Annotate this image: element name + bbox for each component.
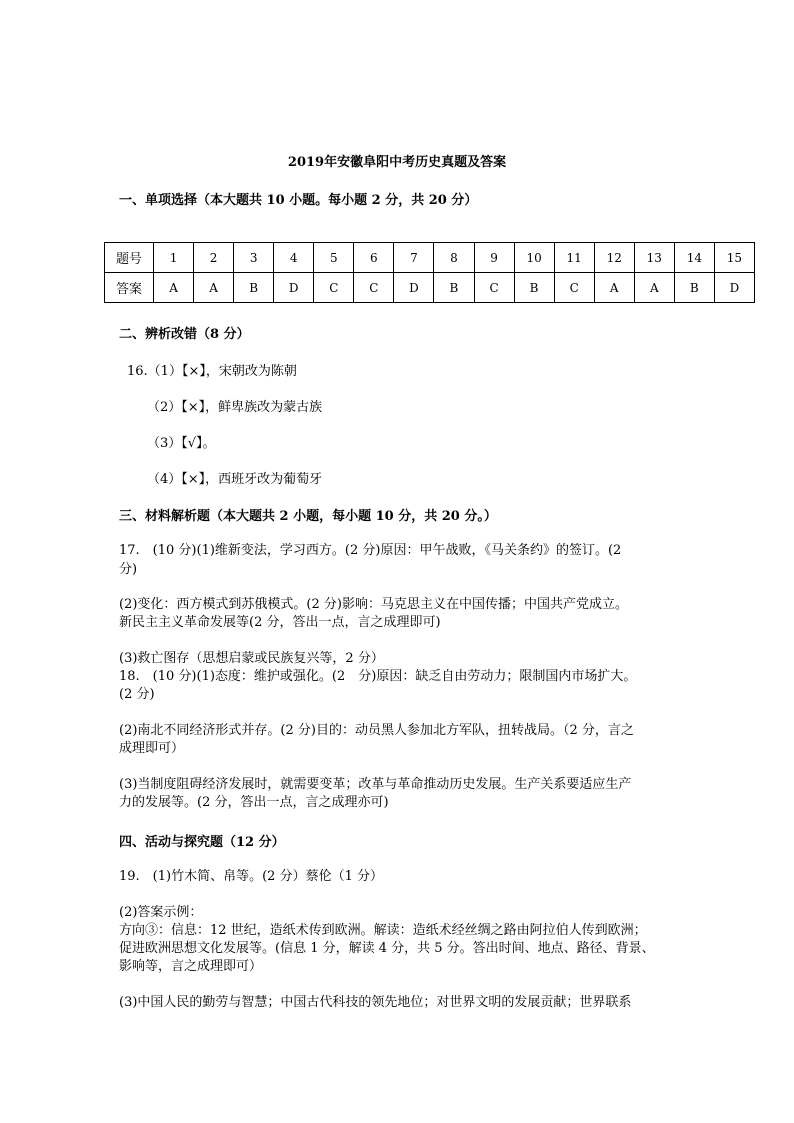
q19-part1: 19. (1)竹木简、帛等。(2 分）蔡伦（1 分） [119, 869, 383, 884]
page-title: 2019年安徽阜阳中考历史真题及答案 [287, 155, 507, 170]
answer-cell: D [394, 273, 434, 303]
question-number: 14 [674, 243, 714, 273]
answer-cell: A [154, 273, 194, 303]
q19-part3: (3)中国人民的勤劳与智慧；中国古代科技的领先地位；对世界文明的发展贡献；世界联系 [119, 995, 632, 1010]
answer-cell: D [274, 273, 314, 303]
q16-line-3: （3）【√】。 [147, 436, 216, 451]
q18-part1-line1: 18. (10 分)(1)态度：维护或强化。(2 分)原因：缺乏自由劳动力；限制国内市场扩大。 [119, 669, 637, 684]
q18-part2-line1: (2)南北不同经济形式并存。(2 分)目的：动员黑人参加北方军队，扭转战局。（2 分，言之 [119, 723, 634, 738]
question-number: 7 [394, 243, 434, 273]
answer-cell: A [594, 273, 634, 303]
question-number: 10 [514, 243, 554, 273]
question-number: 11 [554, 243, 594, 273]
answer-cell: B [434, 273, 474, 303]
q16-line-4: （4）【×】，西班牙改为葡萄牙 [147, 472, 323, 487]
q17-part2-line1: (2)变化：西方模式到苏俄模式。(2 分)影响：马克思主义在中国传播；中国共产党成立。 [119, 597, 628, 612]
question-number: 13 [634, 243, 674, 273]
q16-line-1: 16.（1）【×】，宋朝改为陈朝 [127, 364, 297, 379]
q18-part2-line2: 成理即可） [119, 741, 185, 756]
q17-part1-line2: 分) [119, 562, 138, 577]
q19-part2-line1: 方向③：信息：12 世纪，造纸术传到欧洲。解读：造纸术经丝绸之路由阿拉伯人传到欧洲； [119, 923, 647, 938]
answer-row [105, 273, 755, 303]
question-number: 3 [234, 243, 274, 273]
q17-part1-line1: 17. (10 分)(1)维新变法，学习西方。(2 分)原因：甲午战败，《马关条约》的签订。(2 [119, 543, 622, 558]
question-number: 8 [434, 243, 474, 273]
answer-cell: B [674, 273, 714, 303]
question-number-row [105, 243, 755, 273]
answer-cell: A [194, 273, 234, 303]
section-3-heading: 三、材料解析题（本大题共 2 小题，每小题 10 分，共 20 分。） [119, 509, 497, 524]
q16-line-2: （2）【×】，鲜卑族改为蒙古族 [147, 400, 323, 415]
question-number: 12 [594, 243, 634, 273]
answer-table [104, 242, 755, 303]
q18-part3-line1: (3)当制度阻碍经济发展时，就需要变革；改革与革命推动历史发展。生产关系要适应生产 [119, 777, 632, 792]
answer-cell: D [714, 273, 754, 303]
answer-cell: C [554, 273, 594, 303]
question-number: 5 [314, 243, 354, 273]
row-label-answer: 答案 [105, 273, 154, 303]
question-number: 6 [354, 243, 394, 273]
row-label-question: 题号 [105, 243, 154, 273]
section-4-heading: 四、活动与探究题（12 分） [119, 835, 285, 850]
question-number: 15 [714, 243, 754, 273]
section-1-heading: 一、单项选择（本大题共 10 小题。每小题 2 分，共 20 分） [119, 193, 478, 208]
answer-cell: B [514, 273, 554, 303]
question-number: 2 [194, 243, 234, 273]
answer-cell: A [634, 273, 674, 303]
q18-part1-line2: (2 分) [119, 687, 155, 702]
section-2-heading: 二、辨析改错（8 分） [119, 327, 250, 342]
q19-part2-line3: 影响等，言之成理即可） [119, 959, 263, 974]
answer-cell: C [314, 273, 354, 303]
answer-cell: C [474, 273, 514, 303]
q19-part2-line2: 促进欧洲思想文化发展等。(信息 1 分，解读 4 分，共 5 分。答出时间、地点、路径、背景、 [119, 941, 655, 956]
answer-cell: B [234, 273, 274, 303]
q17-part3: (3)救亡图存（思想启蒙或民族复兴等，2 分） [119, 651, 384, 666]
question-number: 9 [474, 243, 514, 273]
q17-part2-line2: 新民主主义革命发展等(2 分，答出一点，言之成理即可) [119, 615, 441, 630]
question-number: 1 [154, 243, 194, 273]
q18-part3-line2: 力的发展等。(2 分，答出一点，言之成理亦可) [119, 795, 389, 810]
question-number: 4 [274, 243, 314, 273]
answer-cell: C [354, 273, 394, 303]
q19-part2-heading: (2)答案示例： [119, 905, 203, 920]
